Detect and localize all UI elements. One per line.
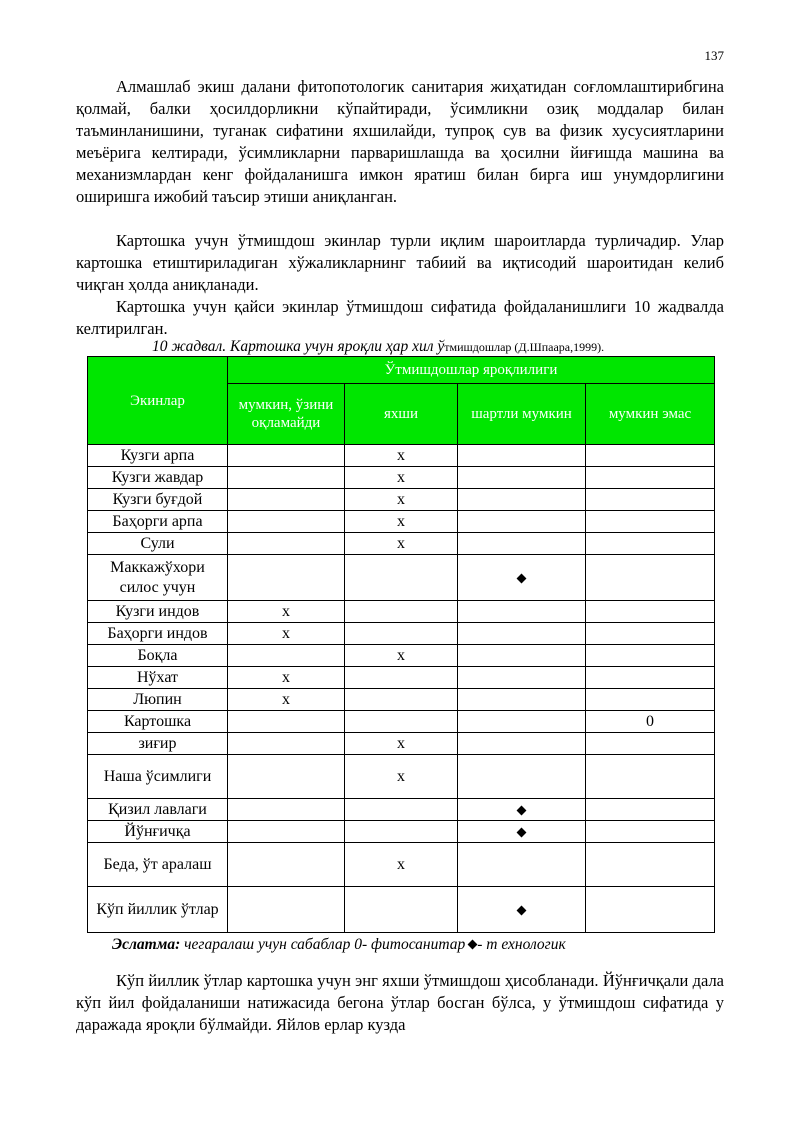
table-cell: x	[345, 645, 458, 667]
predecessor-crops-table	[87, 356, 715, 933]
table-cell	[586, 887, 715, 933]
table-cell	[228, 711, 345, 733]
crop-name: Наша ўсимлиги	[88, 755, 228, 799]
table-cell	[586, 489, 715, 511]
crop-name: Кузги жавдар	[88, 467, 228, 489]
table-row	[88, 887, 715, 933]
crop-name: Сули	[88, 533, 228, 555]
table-cell: x	[345, 467, 458, 489]
crop-name: Беда, ўт аралаш	[88, 843, 228, 887]
table-cell	[586, 601, 715, 623]
note-text: чегаралаш учун сабаблар 0- фитосанитар	[180, 936, 466, 953]
table-row	[88, 711, 715, 733]
diamond-icon	[517, 905, 527, 915]
table-row	[88, 799, 715, 821]
table-cell	[458, 511, 586, 533]
crop-name: Қизил лавлаги	[88, 799, 228, 821]
table-cell: x	[228, 601, 345, 623]
table-cell	[458, 799, 586, 821]
table-cell: x	[345, 511, 458, 533]
table-row	[88, 511, 715, 533]
header-not-possible: мумкин эмас	[586, 384, 715, 445]
crop-name: Кузги буғдой	[88, 489, 228, 511]
header-crops: Экинлар	[88, 357, 228, 445]
paragraph: Картошка учун қайси экинлар ўтмишдош сифатида фойдаланишлиги 10 жадвалда келтирилган.	[76, 297, 724, 338]
table-cell: x	[345, 733, 458, 755]
note-tail: - т ехнологик	[477, 936, 566, 953]
crop-name: зиғир	[88, 733, 228, 755]
table-cell	[458, 667, 586, 689]
table-cell	[228, 555, 345, 601]
table-body	[88, 445, 715, 933]
crop-name: Баҳорги арпа	[88, 511, 228, 533]
table-cell	[586, 667, 715, 689]
paragraph: Кўп йиллик ўтлар картошка учун энг яхши ўтмишдош ҳисобланади. Йўнғичқали дала кўп йил фойдаланиши натижасида бегона ўтлар босган бўлса, у ўтмишдош сифатида у даражада яроқли бўлмайди. Яйлов ерлар кузда	[76, 971, 724, 1034]
table-cell	[345, 623, 458, 645]
table-cell	[345, 821, 458, 843]
paragraph: Алмашлаб экиш далани фитопотологик санитария жиҳатидан соғломлаштирибгина қолмай, балки ҳосилдорликни кўпайтиради, ўсимликни озиқ моддалар билан таъминланишини, туганак сифатини яхшилайди, тупроқ сув ва физик хусусиятларини меъёрига келтиради, ўсимликларни парваришлашда ва ҳосилни йиғишда машина ва механизмлардан кенг фойдаланишга имкон яратиш билан бирга иш унумдорлигини оширишга ижобий таъсир этиши аниқланган.	[76, 77, 724, 206]
table-row	[88, 555, 715, 601]
table-note	[112, 936, 566, 954]
table-cell	[586, 689, 715, 711]
table-cell	[458, 843, 586, 887]
table-row	[88, 489, 715, 511]
header-good: яхши	[345, 384, 458, 445]
header-suitability: Ўтмишдошлар яроқлилиги	[228, 357, 715, 384]
table-cell	[458, 887, 586, 933]
table-row	[88, 467, 715, 489]
paragraph: Картошка учун ўтмишдош экинлар турли иқлим шароитларда турличадир. Улар картошка етиштириладиган хўжаликларнинг табиий ва иқтисодий шароитидан келиб чиқган ҳолда аниқланади.	[76, 231, 724, 294]
table-cell: x	[228, 623, 345, 645]
crop-name: Кузги индов	[88, 601, 228, 623]
table-cell: x	[345, 755, 458, 799]
table-cell	[458, 601, 586, 623]
table-cell	[458, 689, 586, 711]
table-cell	[458, 533, 586, 555]
table-row	[88, 667, 715, 689]
crop-name: Кузги арпа	[88, 445, 228, 467]
table-cell	[345, 689, 458, 711]
table-cell	[228, 645, 345, 667]
table-cell	[458, 755, 586, 799]
table-cell	[458, 555, 586, 601]
table-cell	[586, 799, 715, 821]
table-cell	[458, 645, 586, 667]
table-cell: 0	[586, 711, 715, 733]
table-cell	[228, 755, 345, 799]
table-cell: x	[345, 445, 458, 467]
header-possible-not-justified: мумкин, ўзини оқламайди	[228, 384, 345, 445]
crop-name: Боқла	[88, 645, 228, 667]
table-row	[88, 843, 715, 887]
header-conditionally-possible: шартли мумкин	[458, 384, 586, 445]
table-cell	[458, 467, 586, 489]
table-caption	[152, 338, 772, 356]
table-row	[88, 733, 715, 755]
table-cell: x	[228, 667, 345, 689]
table-cell: x	[345, 533, 458, 555]
table-cell	[345, 711, 458, 733]
table-cell	[458, 445, 586, 467]
table-cell	[458, 733, 586, 755]
crop-name: Баҳорги индов	[88, 623, 228, 645]
crop-name: Кўп йиллик ўтлар	[88, 887, 228, 933]
crop-name: Маккажўхори силос учун	[88, 555, 228, 601]
diamond-icon	[517, 573, 527, 583]
table-cell	[586, 733, 715, 755]
crop-name: Нўхат	[88, 667, 228, 689]
table-cell	[586, 843, 715, 887]
page-number: 137	[704, 48, 724, 63]
table-cell	[345, 667, 458, 689]
table-row	[88, 533, 715, 555]
table-cell	[586, 645, 715, 667]
table-caption-source: тмишдошлар (Д.Шпаара,1999).	[444, 340, 605, 354]
table-caption-title: 10 жадвал. Картошка учун яроқли ҳар хил ў	[152, 338, 445, 355]
table-cell: x	[228, 689, 345, 711]
table-cell	[586, 467, 715, 489]
diamond-icon	[517, 827, 527, 837]
crop-name: Люпин	[88, 689, 228, 711]
table-cell	[228, 843, 345, 887]
table-row	[88, 755, 715, 799]
table-cell	[458, 489, 586, 511]
table-row	[88, 601, 715, 623]
table-cell	[228, 733, 345, 755]
table-cell	[345, 887, 458, 933]
table-cell	[345, 799, 458, 821]
table-row	[88, 689, 715, 711]
table-cell	[458, 711, 586, 733]
table-cell	[345, 601, 458, 623]
table-cell	[228, 533, 345, 555]
crop-name: Йўнғичқа	[88, 821, 228, 843]
table-cell	[228, 887, 345, 933]
diamond-icon	[517, 805, 527, 815]
table-cell	[586, 555, 715, 601]
table-cell: x	[345, 843, 458, 887]
table-cell	[586, 755, 715, 799]
table-cell	[228, 511, 345, 533]
note-label: Эслатма:	[112, 936, 181, 953]
table-cell: x	[345, 489, 458, 511]
table-cell	[228, 445, 345, 467]
table-cell	[228, 799, 345, 821]
table-row	[88, 623, 715, 645]
crop-name: Картошка	[88, 711, 228, 733]
table-cell	[586, 821, 715, 843]
table-row	[88, 645, 715, 667]
table-cell	[586, 511, 715, 533]
table-cell	[586, 445, 715, 467]
table-row	[88, 821, 715, 843]
table-cell	[228, 489, 345, 511]
table-cell	[228, 821, 345, 843]
table-cell	[586, 623, 715, 645]
table-cell	[345, 555, 458, 601]
table-cell	[458, 623, 586, 645]
table-cell	[458, 821, 586, 843]
table-cell	[228, 467, 345, 489]
table-cell	[586, 533, 715, 555]
table-row	[88, 445, 715, 467]
